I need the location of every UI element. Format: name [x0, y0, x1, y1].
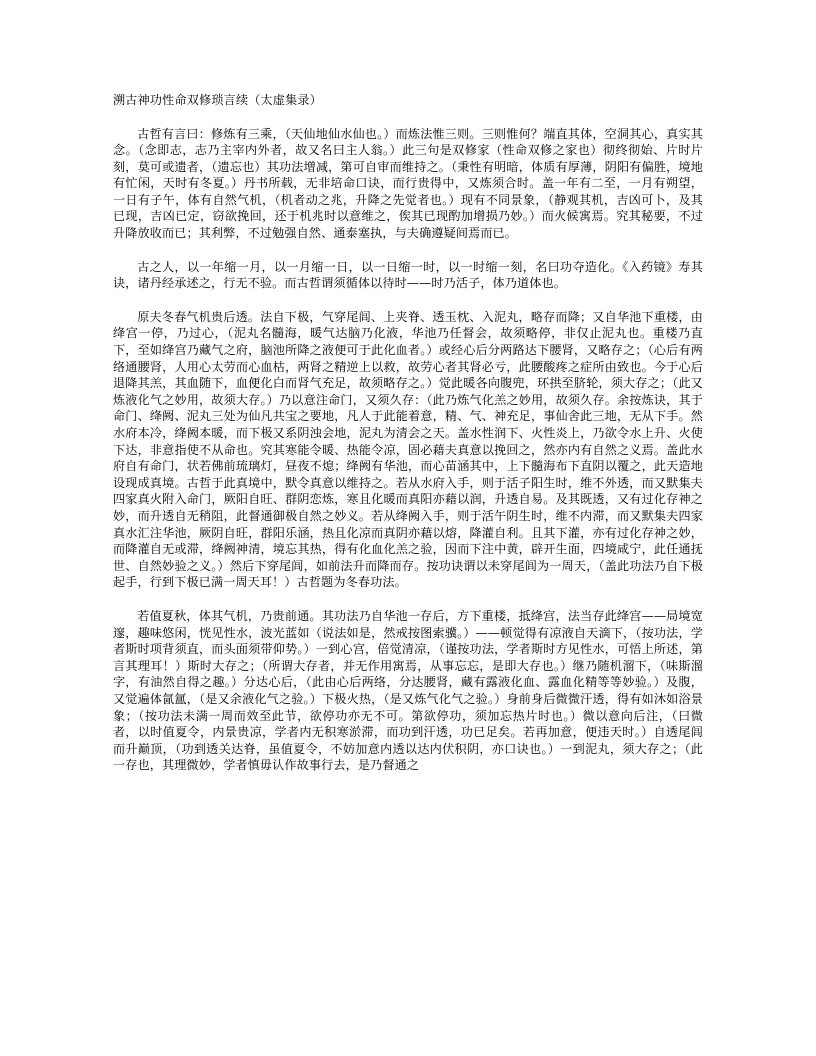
document-body [113, 92, 703, 774]
paragraph-4: 若值夏秋，体其气机，乃贵前通。其功法乃自华池一存后，方下重楼，抵绛宫，法当存此绛宫——局境宽邃，趣味悠闲，恍见性水，波光蓝如（说法如是，然戒按图索骥。）——顿觉得有凉液自天滴下，（按功法，学者斯时项背须直，而头面须带仰势。）一到心宫，倍觉清凉，（谨按功法，学者斯时方见性水，可悟上所述，第言其理耳！）斯时大存之；（所谓大存者，并无作用寓焉，从事忘忘，是即大存也。）继乃随机溜下，（味斯溜字，有油然自得之趣。）分达心后，（此由心后两络，分达腰肾，藏有露液化血、露血化精等等妙验。）及腹，又觉遍体氤氲，（是又余液化气之验。）下极火热，（是又炼气化气之验。）身前身后微微汗透，得有如沐如浴景象；（按功法未满一周而效至此节，欲停功亦无不可。第欲停功，须加忘热片时也。）微以意向后注，（曰微者，以时值夏令，内景贵凉，学者内无积寒淤滞，而功到汗透，功已足矣。若再加意，便违天时。）自透尾闾而升巅顶，（功到透关达脊，虽值夏令，不妨加意内透以达内伏积阴，亦口诀也。）一到泥丸，须大存之；（此一存也，其理微妙，学者慎毋认作故事行去，是乃督通之 [113, 608, 703, 773]
page-title: 溯古神功性命双修琐言续（太虚集录） [113, 93, 322, 107]
paragraph-2: 古之人，以一年缩一月，以一月缩一日，以一日缩一时，以一时缩一刻，名曰功夺造化。《入药镜》寿其诀，诸丹经承述之，行无不验。而古哲谓须循体以待时——时乃活子，体乃道体也。 [113, 259, 703, 291]
paragraph-1: 古哲有言曰：修炼有三乘，（天仙地仙水仙也。）而炼法惟三则。三则惟何？端直其体，空洞其心，真实其念。（念即志，志乃主宰内外者，故又名曰主人翁。）此三句是双修家（性命双修之家也）彻终彻始、片时片刻，莫可或遗者，（遗忘也）其功法增减，第可自审而维持之。（秉性有明暗，体质有厚薄，阴阳有偏胜，境地有忙闲，天时有冬夏。）丹书所载，无非培命口诀，而行贵得中，又炼须合时。盖一年有二至，一月有朔望，一日有子午，体有自然气机，（机者动之兆，升降之先觉者也。）现有不同景象，（静观其机，吉凶可卜，及其已现，吉凶已定，窃欲挽回，还于机兆时以意维之，俟其已现酌加增损乃妙。）而火候寓焉。究其秘要，不过升降放收而已；其利弊，不过勉强自然、通泰塞执，与夫确遵疑间焉而已。 [113, 126, 703, 241]
paragraph-3: 原夫冬春气机贵后透。法自下极，气穿尾闾、上夹脊、透玉枕、入泥丸，略存而降；又自华池下重楼，由绛宫一停，乃过心，（泥丸名髓海，暖气达脑乃化液，华池乃任督会，故须略停，非仅止泥丸也。重楼乃直下，至如绛宫乃藏气之府，脑池所降之液便可于此化血者。）或经心后分两路达下腰肾，又略存之；（心后有两络通腰肾，人用心太劳而心血枯，两肾之精逆上以救，故劳心者其肾必亏，此腰酸疼之症所由致也。今于心后退降其羔，其血随下，血便化白而肾气充足，故须略存之。）觉此暖各向腹兜，环拱至脐轮，须大存之；（此又炼液化气之妙用，故须大存。）乃以意注命门，又须久存：（此乃炼气化羔之妙用，故须久存。余按炼诀，其于命门、绛阙、泥丸三处为仙凡共宝之要地，凡人于此能着意，精、气、神充足，事仙舍此三地，无从下手。然水府本冷，绛阙本暖，而下极又系阴浊会地，泥丸为清会之天。盖水性润下、火性炎上，乃欲令水上升、火使下达，非意指使不从命也。究其寒能令暖、热能令凉，固必藉夫真意以挽回之，然亦内有自然之义焉。盖此水府自有命门，状若佛前琉璃灯，昼夜不熄；绛阙有华池，而心苗涵其中，上下髓海布下直阴以覆之，此天造地设现成真境。古哲于此真境中，默令真意以维持之。若从水府入手，则于活子阳生时，维不外透，而又默集夫四家真火附入命门，厥阳自旺、群阴恋炼，寒且化暖而真阳亦藉以润，升透自易。及其既透，又有过化存神之妙，而升透自无稍阻，此督通御极自然之妙义。若从绛阙入手，则于活午阴生时，维不内滞，而又默集夫四家真水汇注华池，厥阴自旺，群阳乐涵，热且化凉而真阴亦藉以熔，降灌自利。且其下灌，亦有过化存神之妙，而降灌自无或滞，绛阙神清，境忘其热，得有化血化羔之验，因而下注中黄，辟开生面，四境咸宁，此任通抚世、自然妙验之义。）然后下穿尾闾，如前法升而降而存。按功诀谓以未穿尾闾为一周天，（盖此功法乃自下极起手，行到下极已满一周天耳！）古哲题为冬春功法。 [113, 309, 703, 590]
